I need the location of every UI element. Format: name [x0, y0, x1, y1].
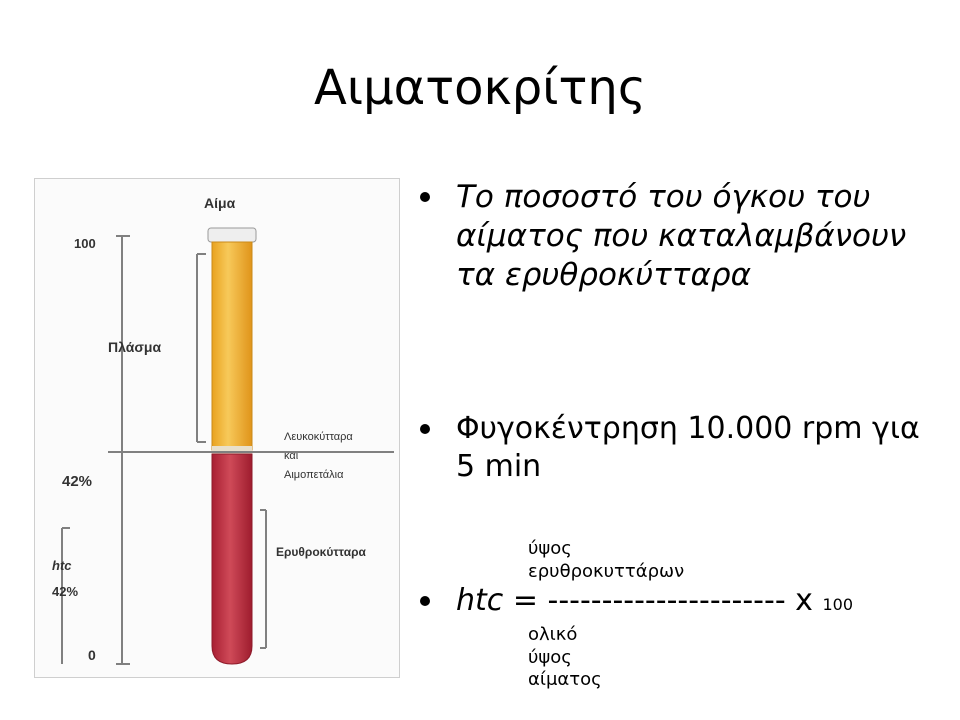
formula-factor: 100: [822, 595, 854, 614]
label-plasma: Πλάσμα: [108, 339, 162, 355]
formula-htc: htc: [456, 583, 504, 618]
label-wbc-1: Λευκοκύτταρα: [284, 431, 353, 443]
bullet-dot-icon: [420, 596, 430, 606]
page-title: Αιματοκρίτης: [313, 60, 646, 116]
label-blood: Αίμα: [204, 195, 236, 211]
label-htc: htc: [52, 558, 72, 573]
bullet-dot-icon: [420, 192, 430, 202]
rbc-layer: [212, 454, 252, 664]
formula-mid: = ---------------------- x: [503, 583, 823, 618]
formula-denominator: ολικό ύψος αίματος: [528, 624, 602, 690]
label-rbc: Ερυθροκύτταρα: [276, 545, 366, 559]
tube-illustration: [34, 178, 400, 678]
formula-numerator: ύψος ερυθροκυττάρων: [528, 538, 685, 582]
label-scale-mid: 42%: [62, 473, 93, 490]
label-wbc-3: Αιμοπετάλια: [284, 469, 344, 481]
blood-tube-figure: [34, 178, 400, 678]
label-scale-top: 100: [74, 236, 96, 251]
formula: [456, 582, 853, 620]
bullet-dot-icon: [420, 424, 430, 434]
tube-cap: [208, 228, 256, 242]
label-htc-value: 42%: [52, 584, 79, 599]
centrifugation-text: Φυγοκέντρηση 10.000 rpm για 5 min: [456, 411, 920, 484]
label-wbc-2: και: [284, 450, 299, 462]
plasma-layer: [212, 242, 252, 450]
label-scale-bottom: 0: [88, 647, 96, 663]
definition-text: Το ποσοστό του όγκου του αίματος που καταλαμβάνουν τα ερυθροκύτταρα: [456, 179, 907, 293]
